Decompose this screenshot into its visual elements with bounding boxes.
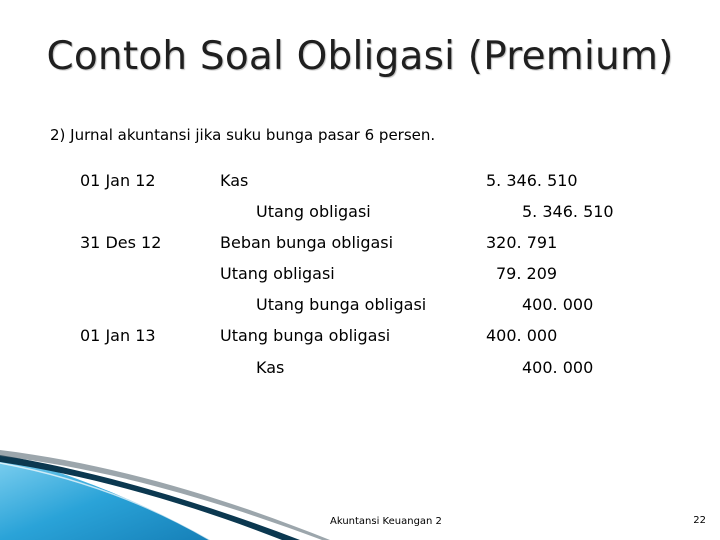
journal-account: Utang bunga obligasi: [256, 295, 427, 314]
journal-date: 31 Des 12: [80, 233, 162, 252]
slide-title: Contoh Soal Obligasi (Premium): [46, 34, 674, 79]
slide-subtitle: 2) Jurnal akuntansi jika suku bunga pasar 6 persen.: [50, 126, 436, 144]
journal-account: Utang obligasi: [220, 264, 335, 283]
journal-account: Utang obligasi: [256, 202, 371, 221]
journal-date: 01 Jan 12: [80, 171, 156, 190]
journal-debit: 400. 000: [486, 326, 558, 345]
journal-credit: 5. 346. 510: [522, 202, 614, 221]
journal-debit: 320. 791: [486, 233, 558, 252]
page-number: 22: [693, 515, 706, 526]
journal-credit: 400. 000: [522, 358, 594, 377]
journal-account: Kas: [220, 171, 249, 190]
journal-account: Kas: [256, 358, 285, 377]
journal-credit: 400. 000: [522, 295, 594, 314]
journal-date: 01 Jan 13: [80, 326, 156, 345]
journal-debit: 79. 209: [496, 264, 558, 283]
journal-account: Beban bunga obligasi: [220, 233, 394, 252]
journal-debit: 5. 346. 510: [486, 171, 578, 190]
journal-account: Utang bunga obligasi: [220, 326, 391, 345]
footer-course-name: Akuntansi Keuangan 2: [330, 516, 442, 527]
